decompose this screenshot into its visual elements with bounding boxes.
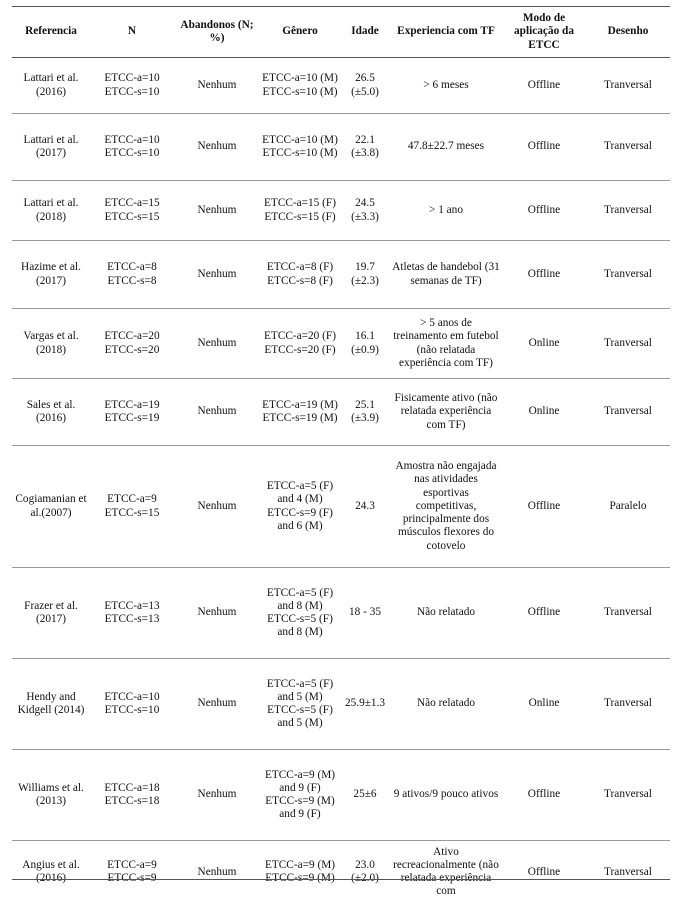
cell-desenho: Tranversal [604, 865, 652, 878]
table-row [12, 379, 670, 446]
cell-idade: 25.1 (±3.9) [351, 398, 379, 424]
cell-abandonos: Nenhum [197, 78, 237, 91]
table-row [12, 659, 670, 750]
cell-genero: ETCC-a=20 (F) ETCC-s=20 (F) [264, 330, 336, 356]
cell-referencia: Angius et al. (2016) [22, 859, 80, 885]
table-row [12, 446, 670, 568]
cell-idade: 25±6 [353, 788, 377, 801]
cell-modo: Offline [527, 203, 561, 216]
header-idade: Idade [340, 7, 390, 58]
cell-genero: ETCC-a=9 (M) ETCC-s=9 (M) [264, 859, 336, 885]
cell-idade: 22.1 (±3.8) [351, 133, 379, 159]
cell-exp: Ativo recreacionalmente (não relatada experiência com [393, 845, 499, 898]
header-desenho: Desenho [586, 7, 670, 58]
cell-n: ETCC-a=13 ETCC-s=13 [104, 599, 160, 625]
cell-n: ETCC-a=10 ETCC-s=10 [104, 133, 160, 159]
cell-genero: ETCC-a=19 (M) ETCC-s=19 (M) [262, 398, 338, 424]
cell-exp: Amostra não engajada nas atividades esportivas competitivas, principalmente dos músculos flexores do cotovelo [395, 460, 497, 552]
cell-desenho: Tranversal [604, 267, 652, 280]
cell-desenho: Tranversal [604, 336, 652, 349]
cell-idade: 24.3 [355, 499, 375, 512]
cell-idade: 26.5 (±5.0) [351, 72, 379, 98]
cell-exp: > 6 meses [423, 78, 469, 91]
cell-n: ETCC-a=20 ETCC-s=20 [104, 330, 160, 356]
cell-modo: Offline [527, 788, 561, 801]
cell-exp: Não relatado [416, 606, 476, 619]
cell-desenho: Tranversal [604, 405, 652, 418]
cell-abandonos: Nenhum [197, 865, 237, 878]
cell-abandonos: Nenhum [197, 267, 237, 280]
cell-genero: ETCC-a=5 (F) and 5 (M) ETCC-s=5 (F) and 5 (M) [266, 677, 334, 730]
cell-exp: > 1 ano [429, 203, 463, 216]
cell-n: ETCC-a=9 ETCC-s=9 [107, 859, 157, 885]
cell-genero: ETCC-a=15 (F) ETCC-s=15 (F) [264, 197, 336, 223]
cell-modo: Offline [527, 606, 561, 619]
cell-n: ETCC-a=19 ETCC-s=19 [104, 398, 160, 424]
cell-idade: 16.1 (±0.9) [351, 330, 379, 356]
cell-abandonos: Nenhum [197, 697, 237, 710]
cell-n: ETCC-a=15 ETCC-s=15 [104, 197, 160, 223]
cell-idade: 24.5 (±3.3) [351, 197, 379, 223]
cell-modo: Offline [527, 78, 561, 91]
cell-modo: Offline [527, 267, 561, 280]
table-row [12, 750, 670, 841]
cell-exp: 9 ativos/9 pouco ativos [393, 788, 499, 801]
cell-desenho: Tranversal [604, 203, 652, 216]
cell-idade: 23.0 (±2.0) [351, 859, 379, 885]
cell-abandonos: Nenhum [197, 140, 237, 153]
cell-exp: 47.8±22.7 meses [407, 140, 485, 153]
cell-idade: 19.7 (±2.3) [351, 261, 379, 287]
cell-n: ETCC-a=10 ETCC-s=10 [104, 72, 160, 98]
cell-referencia: Frazer et al. (2017) [24, 599, 78, 625]
cell-modo: Offline [527, 865, 561, 878]
cell-n: ETCC-a=8 ETCC-s=8 [107, 261, 157, 287]
cell-idade: 18 - 35 [348, 606, 381, 619]
cell-genero: ETCC-a=5 (F) and 4 (M) ETCC-s=9 (F) and 6 (M) [266, 480, 334, 532]
cell-exp: Fisicamente ativo (não relatada experiência com TF) [394, 392, 498, 431]
header-genero: Gênero [260, 7, 340, 58]
table-bottom-rule [12, 879, 670, 880]
cell-referencia: Hendy and Kidgell (2014) [17, 690, 85, 716]
cell-exp: > 5 anos de treinamento em futebol (não relatada experiência com TF) [393, 317, 499, 369]
cell-desenho: Paralelo [609, 499, 647, 512]
cell-desenho: Tranversal [604, 788, 652, 801]
cell-desenho: Tranversal [604, 140, 652, 153]
cell-referencia: Lattari et al. (2018) [23, 197, 79, 223]
cell-abandonos: Nenhum [197, 788, 237, 801]
header-abandonos: Abandonos (N; %) [174, 7, 260, 58]
table-header-row [12, 7, 670, 58]
header-n: N [90, 7, 174, 58]
cell-referencia: Lattari et al. (2017) [23, 133, 79, 159]
cell-modo: Offline [527, 499, 561, 512]
cell-desenho: Tranversal [604, 606, 652, 619]
cell-genero: ETCC-a=9 (M) and 9 (F) ETCC-s=9 (M) and 9 (F) [264, 768, 336, 821]
cell-abandonos: Nenhum [197, 336, 237, 349]
header-modo-aplicacao: Modo de aplicação da ETCC [502, 7, 586, 58]
table-row [12, 114, 670, 181]
cell-referencia: Sales et al. (2016) [26, 398, 76, 424]
cell-abandonos: Nenhum [197, 606, 237, 619]
table-row [12, 841, 670, 904]
table-row [12, 58, 670, 114]
studies-table [12, 6, 670, 904]
cell-genero: ETCC-a=10 (M) ETCC-s=10 (M) [262, 72, 338, 98]
cell-desenho: Tranversal [604, 78, 652, 91]
cell-referencia: Cogiamanian et al.(2007) [15, 493, 87, 519]
cell-abandonos: Nenhum [197, 203, 237, 216]
table-row [12, 241, 670, 309]
cell-abandonos: Nenhum [197, 499, 237, 512]
cell-exp: Atletas de handebol (31 semanas de TF) [392, 261, 500, 287]
header-experiencia: Experiencia com TF [390, 7, 502, 58]
cell-n: ETCC-a=18 ETCC-s=18 [104, 781, 160, 807]
cell-genero: ETCC-a=10 (M) ETCC-s=10 (M) [262, 133, 338, 159]
cell-modo: Online [528, 405, 560, 418]
cell-modo: Online [528, 697, 560, 710]
cell-referencia: Vargas et al. (2018) [23, 330, 79, 356]
cell-n: ETCC-a=10 ETCC-s=10 [104, 690, 160, 716]
cell-exp: Não relatado [416, 697, 476, 710]
cell-referencia: Hazime et al. (2017) [21, 261, 81, 287]
cell-abandonos: Nenhum [197, 405, 237, 418]
cell-genero: ETCC-a=5 (F) and 8 (M) ETCC-s=5 (F) and 8 (M) [266, 586, 334, 639]
cell-genero: ETCC-a=8 (F) ETCC-s=8 (F) [266, 261, 334, 287]
cell-n: ETCC-a=9 ETCC-s=15 [104, 493, 160, 519]
header-referencia: Referencia [12, 7, 90, 58]
cell-desenho: Tranversal [604, 697, 652, 710]
cell-referencia: Lattari et al. (2016) [23, 72, 79, 98]
cell-idade: 25.9±1.3 [344, 697, 386, 710]
table-row [12, 181, 670, 241]
table-row [12, 309, 670, 379]
table-row [12, 568, 670, 659]
cell-modo: Offline [527, 140, 561, 153]
cell-modo: Online [528, 336, 560, 349]
cell-referencia: Williams et al. (2013) [18, 781, 84, 807]
